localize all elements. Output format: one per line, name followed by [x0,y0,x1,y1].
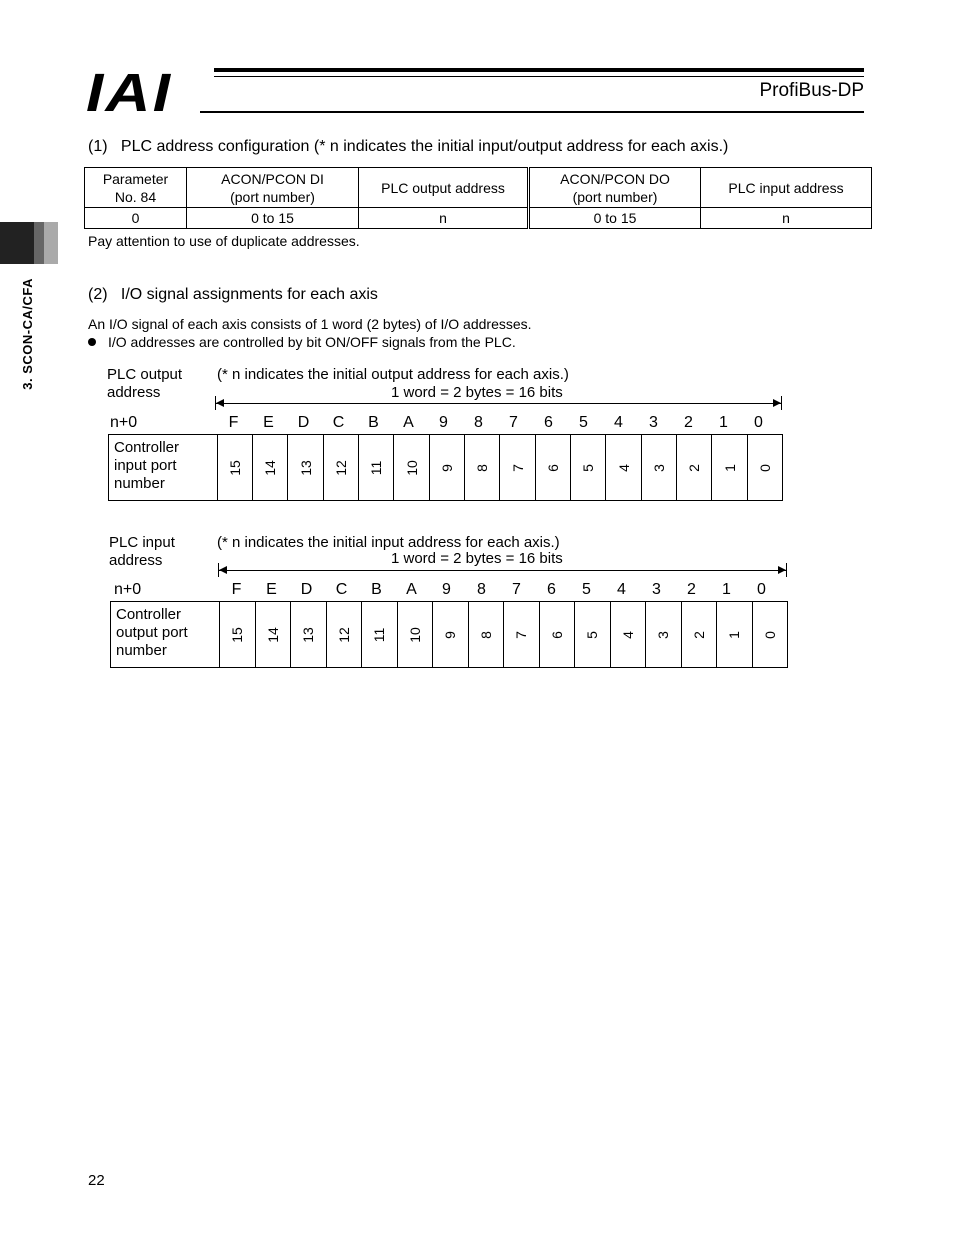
port-cell: 2 [681,602,717,667]
port-cell: 4 [605,435,640,500]
table-header-cell: ACON/PCON DI (port number) [187,168,359,208]
port-cell: 13 [290,602,326,667]
word-size-label: 1 word = 2 bytes = 16 bits [391,550,563,567]
section2-heading: (2) I/O signal assignments for each axis [88,286,378,303]
table-cell: n [701,208,872,229]
port-cell: 10 [397,602,433,667]
bit-hex-label: 3 [649,414,658,431]
duplicate-address-note: Pay attention to use of duplicate addresses. [88,233,360,249]
row-label: Controller input port number [114,439,180,492]
bit-hex-label: 9 [442,581,451,598]
port-cell: 9 [432,602,468,667]
port-cell: 5 [570,435,605,500]
table-header-row [85,168,872,208]
bit-hex-label: C [332,414,345,431]
port-cell: 12 [326,602,362,667]
bit-hex-label: 7 [509,414,518,431]
port-cell: 0 [752,602,788,667]
port-cell: 5 [574,602,610,667]
bullet-text: I/O addresses are controlled by bit ON/OFF signals from the PLC. [108,334,516,350]
row-label: Controller output port number [116,606,188,659]
bit-hex-label: 5 [582,581,591,598]
port-cell: 14 [252,435,287,500]
bit-hex-label: 6 [544,414,553,431]
header-rule-thick [214,68,864,72]
controller-output-port-grid [110,601,788,668]
bit-hex-row [216,414,776,432]
bit-hex-label: E [266,581,277,598]
bit-hex-label: A [403,414,414,431]
port-cell: 15 [217,435,252,500]
chapter-tab-mid [34,222,44,264]
header-rule-thin [214,76,864,77]
table-header-cell: Parameter No. 84 [85,168,187,208]
dimension-line [219,570,786,571]
port-cell: 10 [393,435,428,500]
port-cell: 3 [641,435,676,500]
port-cell: 11 [358,435,393,500]
bit-hex-label: 6 [547,581,556,598]
section1-heading: (1) PLC address configuration (* n indicates the initial input/output address for each axis.) [88,138,729,155]
bit-hex-label: D [300,581,313,598]
bit-hex-label: E [263,414,274,431]
port-cell: 12 [323,435,358,500]
bit-hex-label: 8 [474,414,483,431]
controller-input-port-grid [108,434,783,501]
table-cell: 0 to 15 [187,208,359,229]
plc-output-address-label: PLC output address [107,366,183,401]
port-cell: 13 [287,435,322,500]
word-size-label: 1 word = 2 bytes = 16 bits [391,384,563,401]
bit-hex-label: 1 [719,414,728,431]
arrow-right-icon [778,566,786,574]
bit-hex-label: D [297,414,310,431]
bit-hex-label: F [231,581,242,598]
bit-hex-label: F [228,414,239,431]
port-cell: 4 [610,602,646,667]
bit-hex-label: 3 [652,581,661,598]
table-cell: 0 to 15 [529,208,701,229]
bit-hex-label: 0 [754,414,763,431]
bit-hex-label: 0 [757,581,766,598]
page-number: 22 [88,1172,105,1189]
bit-hex-label: 7 [512,581,521,598]
port-cell: 8 [464,435,499,500]
bit-hex-label: 2 [687,581,696,598]
port-cell: 7 [503,602,539,667]
table-row [85,208,872,229]
plc-input-address-label: PLC input address [109,534,175,569]
table-cell: 0 [85,208,187,229]
plc-output-note: (* n indicates the initial output address for each axis.) [217,366,569,383]
bit-hex-label: C [335,581,348,598]
plc-address-table [84,167,872,229]
port-cell: 6 [535,435,570,500]
base-address: n+0 [110,414,138,431]
bit-hex-label: 4 [614,414,623,431]
bit-hex-label: A [406,581,417,598]
table-cell: n [359,208,529,229]
section2-bullet [88,334,516,350]
arrow-left-icon [216,399,224,407]
product-title: ProfiBus-DP [759,80,864,101]
bit-hex-label: 1 [722,581,731,598]
port-cell: 14 [255,602,291,667]
port-cell: 7 [499,435,534,500]
port-cell: 8 [468,602,504,667]
table-header-cell: PLC output address [359,168,529,208]
dimension-tick-right [781,396,782,410]
port-cell: 1 [711,435,746,500]
bit-hex-label: B [371,581,382,598]
chapter-side-label: 3. SCON-CA/CFA [20,278,35,390]
bit-hex-label: 2 [684,414,693,431]
bullet-icon [88,338,96,346]
port-cell: 6 [539,602,575,667]
port-cell: 15 [219,602,255,667]
port-cell: 1 [716,602,752,667]
bit-hex-label: 8 [477,581,486,598]
bit-hex-label: B [368,414,379,431]
bit-hex-row [219,581,779,599]
arrow-right-icon [773,399,781,407]
dimension-tick-right [786,563,787,577]
table-header-cell: PLC input address [701,168,872,208]
dimension-line [216,403,781,404]
port-cell: 0 [747,435,782,500]
header-rule-bottom [200,111,864,113]
iai-logo: IAI [86,63,173,123]
bit-hex-label: 9 [439,414,448,431]
section2-paragraph: An I/O signal of each axis consists of 1 word (2 bytes) of I/O addresses. [88,316,532,332]
plc-input-note: (* n indicates the initial input address for each axis.) [217,534,560,551]
port-cell: 9 [429,435,464,500]
table-header-cell: ACON/PCON DO (port number) [529,168,701,208]
port-cell: 2 [676,435,711,500]
port-cell: 3 [645,602,681,667]
port-cell: 11 [361,602,397,667]
arrow-left-icon [219,566,227,574]
bit-hex-label: 5 [579,414,588,431]
chapter-tab-light [44,222,58,264]
bit-hex-label: 4 [617,581,626,598]
base-address: n+0 [114,581,142,598]
